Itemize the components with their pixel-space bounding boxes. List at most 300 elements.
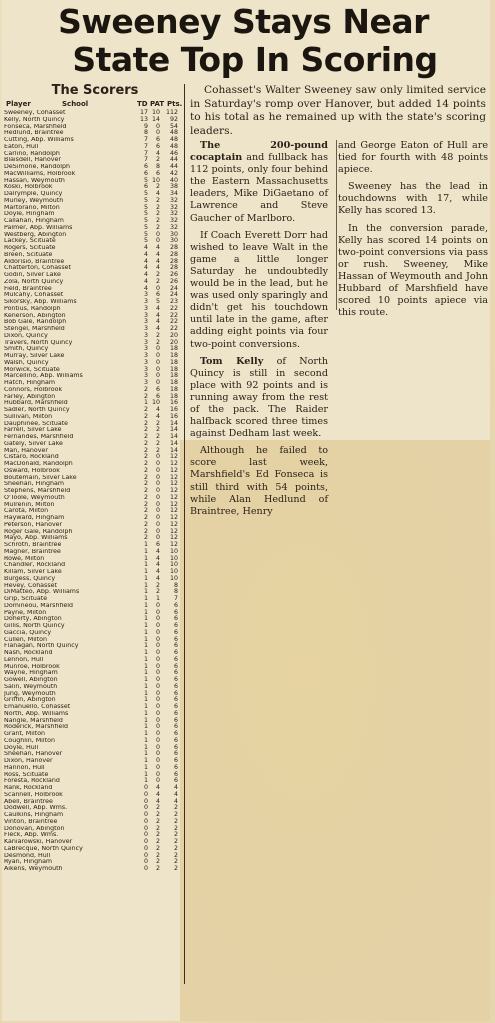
td-cell: 1 [143, 669, 148, 677]
player-name: Hatch, Hingham [4, 380, 55, 386]
pat-cell: 4 [155, 264, 160, 272]
pts-cell: 6 [173, 662, 178, 670]
td-cell: 1 [143, 655, 148, 663]
player-name: DiMatteo, Abp. Williams [4, 589, 80, 596]
pat-cell: 4 [155, 790, 160, 798]
paragraph-text: Although he failed to score last week, Marshfield's Ed Fonseca is still third with 54 points, while Alan Hedlund of Braintree, Henry [190, 445, 328, 517]
pts-cell: 6 [173, 763, 178, 771]
pts-cell: 16 [169, 406, 178, 413]
player-name: Boutemain, Silver Lake [4, 474, 77, 481]
pts-cell: 12 [169, 500, 178, 508]
td-cell: 1 [143, 676, 148, 683]
pts-cell: 30 [169, 230, 178, 238]
pat-cell: 0 [155, 730, 160, 737]
pts-cell: 2 [173, 817, 178, 825]
td-cell: 3 [143, 372, 148, 380]
td-cell: 0 [143, 824, 148, 832]
pts-cell: 12 [169, 507, 178, 515]
pts-cell: 4 [173, 784, 178, 791]
pat-cell: 4 [155, 554, 160, 562]
pts-cell: 2 [173, 844, 178, 852]
column-td: TD [137, 100, 148, 108]
pts-cell: 32 [169, 203, 178, 211]
pat-cell: 2 [155, 203, 160, 211]
player-name: Rowe, Milton [4, 555, 45, 562]
td-cell: 3 [143, 291, 148, 299]
td-cell: 1 [143, 574, 148, 582]
player-name: Wayne, Hingham [4, 670, 58, 677]
player-name: Sheehan, Hanover [4, 751, 63, 758]
td-cell: 2 [143, 473, 148, 481]
player-name: Hayward, Hingham [4, 515, 65, 521]
pat-cell: 4 [155, 304, 160, 312]
pat-cell: 8 [155, 163, 160, 170]
article-paragraph: and George Eaton of Hull are tied for fourth with 48 points apiece. [338, 140, 488, 176]
pts-cell: 28 [169, 250, 178, 258]
article-paragraph [190, 445, 328, 518]
pts-cell: 34 [169, 190, 178, 197]
pat-cell: 2 [155, 277, 160, 285]
pts-cell: 6 [173, 723, 178, 731]
pts-cell: 44 [169, 163, 178, 170]
player-name: Breen, Scituate [4, 251, 53, 258]
pts-cell: 32 [169, 223, 178, 231]
td-cell: 3 [143, 325, 148, 332]
pat-cell: 6 [155, 392, 160, 400]
pts-cell: 48 [169, 142, 178, 150]
player-name: Hubbard, Marshfield [4, 400, 68, 407]
pts-cell: 6 [173, 689, 178, 697]
pat-cell: 0 [155, 466, 160, 474]
player-name: Aldorisio, Braintree [4, 258, 65, 265]
pts-cell: 12 [169, 480, 178, 488]
pat-cell: 4 [155, 250, 160, 258]
td-cell: 2 [143, 433, 148, 440]
pts-cell: 42 [169, 169, 178, 177]
player-name: Murley, Weymouth [4, 197, 64, 204]
player-name: Blaisdell, Hanover [4, 157, 61, 164]
pat-cell: 2 [155, 338, 160, 346]
pts-cell: 46 [169, 149, 178, 157]
pat-cell: 2 [155, 210, 160, 218]
player-name: Donovan, Abington [4, 825, 65, 832]
td-cell: 1 [143, 763, 148, 771]
pts-cell: 12 [169, 520, 178, 528]
pts-cell: 44 [169, 156, 178, 164]
td-cell: 4 [143, 284, 148, 292]
pat-cell: 0 [155, 716, 160, 724]
pts-cell: 6 [173, 682, 178, 690]
td-cell: 5 [143, 217, 148, 224]
pat-cell: 0 [155, 460, 160, 467]
td-cell: 1 [143, 750, 148, 758]
pts-cell: 32 [169, 196, 178, 204]
pat-cell: 0 [155, 122, 160, 130]
pts-cell: 12 [169, 534, 178, 542]
pts-cell: 6 [173, 635, 178, 643]
pat-cell: 6 [155, 169, 160, 177]
td-cell: 6 [143, 163, 148, 170]
pts-cell: 6 [173, 696, 178, 704]
pts-cell: 26 [169, 277, 178, 285]
td-cell: 2 [143, 500, 148, 508]
td-cell: 2 [143, 419, 148, 427]
player-name: Smith, Quincy [4, 346, 49, 353]
pts-cell: 6 [173, 669, 178, 677]
pts-cell: 22 [169, 318, 178, 326]
td-cell: 2 [143, 439, 148, 447]
td-cell: 3 [143, 338, 148, 346]
pts-cell: 12 [169, 487, 178, 494]
td-cell: 3 [143, 304, 148, 312]
player-name: Desmond, Hull [4, 852, 51, 859]
pts-cell: 92 [169, 115, 178, 123]
pat-cell: 2 [155, 581, 160, 589]
td-cell: 2 [143, 534, 148, 542]
pat-cell: 4 [155, 547, 160, 555]
player-name: Godin, Silver Lake [4, 272, 61, 278]
pat-cell: 0 [155, 534, 160, 542]
pat-cell: 0 [155, 655, 160, 663]
td-cell: 0 [143, 851, 148, 859]
td-cell: 5 [143, 210, 148, 218]
player-name: Roderick, Marshfield [4, 724, 69, 731]
player-name: Domineou, Marshfield [4, 602, 74, 609]
td-cell: 13 [139, 115, 148, 123]
td-cell: 1 [143, 642, 148, 650]
td-cell: 1 [143, 595, 148, 602]
player-name: Farrell, Silver Lake [4, 427, 62, 434]
td-cell: 2 [143, 520, 148, 528]
pat-cell: 0 [155, 723, 160, 731]
pts-cell: 2 [173, 858, 178, 866]
player-name: Dauphinee, Scituate [4, 420, 69, 427]
player-name: Man, Hanover [4, 447, 48, 454]
pts-cell: 18 [169, 372, 178, 380]
pat-cell: 0 [155, 635, 160, 643]
td-cell: 0 [143, 784, 148, 791]
td-cell: 17 [139, 109, 148, 116]
pts-cell: 38 [169, 183, 178, 191]
player-name: Carota, Milton [4, 508, 49, 515]
td-cell: 2 [143, 460, 148, 467]
player-name: Emanuello, Cohasset [4, 704, 71, 710]
pts-cell: 2 [173, 851, 178, 859]
article-paragraph [190, 356, 328, 441]
pat-cell: 0 [155, 763, 160, 771]
pts-cell: 6 [173, 770, 178, 778]
pat-cell: 0 [155, 628, 160, 636]
player-name: Kaniarowski, Hanover [4, 839, 73, 845]
pts-cell: 6 [173, 649, 178, 656]
pat-cell: 0 [155, 689, 160, 697]
player-name: Stengel, Marshfield [4, 326, 65, 332]
pat-cell: 0 [155, 682, 160, 690]
player-name: MacWilliams, Holbrook [4, 170, 76, 177]
player-name: Killam, Silver Lake [4, 569, 62, 575]
pts-cell: 6 [173, 777, 178, 785]
td-cell: 1 [143, 608, 148, 616]
td-cell: 1 [143, 662, 148, 670]
paragraph-text: and fullback has 112 points, only four behind the Eastern Massachusetts leaders, Mike DiGaetano of Lawrence and Steve Gaucher of Marlboro. [190, 152, 328, 224]
td-cell: 5 [143, 203, 148, 211]
td-cell: 0 [143, 797, 148, 805]
player-name: Chatterton, Cohasset [4, 265, 71, 272]
pts-cell: 12 [169, 453, 178, 461]
pat-cell: 4 [155, 797, 160, 805]
player-name: Doherty, Abington [4, 616, 62, 623]
td-cell: 1 [143, 615, 148, 623]
player-name: Sullivan, Milton [4, 413, 53, 420]
pts-cell: 24 [169, 291, 178, 299]
player-name: Burgess, Quincy [4, 575, 56, 582]
player-name: Travers, North Quincy [4, 339, 73, 346]
pat-cell: 0 [155, 487, 160, 494]
pat-cell: 0 [155, 500, 160, 508]
td-cell: 5 [143, 190, 148, 197]
td-cell: 0 [143, 844, 148, 852]
pat-cell: 6 [155, 142, 160, 150]
pat-cell: 0 [155, 453, 160, 461]
pat-cell: 14 [151, 115, 160, 123]
pat-cell: 2 [155, 865, 160, 872]
pat-cell: 2 [155, 588, 160, 596]
headline-line-2: State Top In Scoring [72, 40, 438, 79]
pat-cell: 2 [155, 851, 160, 859]
pat-cell: 0 [155, 736, 160, 744]
td-cell: 6 [143, 169, 148, 177]
pts-cell: 32 [169, 210, 178, 218]
pat-cell: 0 [155, 372, 160, 380]
player-name: Rogers, Scituate [4, 245, 56, 251]
td-cell: 2 [143, 453, 148, 461]
article-lead: Cohasset's Walter Sweeney saw only limited service in Saturday's romp over Hanover, but added 14 points to his total as he remained up with the state's scoring leaders. [190, 84, 486, 137]
pts-cell: 10 [169, 547, 178, 555]
player-name: Connors, Holbrook [4, 386, 63, 393]
article-paragraph: In the conversion parade, Kelly has scored 14 points on two-point conversions via pass or rush. Sweeney, Mike Hassan of Weymouth and John Hubbard of Marshfield have scored 10 points apiece via this route. [338, 222, 488, 319]
td-cell: 1 [143, 682, 148, 690]
pts-cell: 18 [169, 365, 178, 373]
article-column-2 [338, 140, 488, 324]
td-cell: 3 [143, 311, 148, 319]
td-cell: 1 [143, 568, 148, 575]
player-name: Dodwell, Abp. Wms. [4, 805, 68, 812]
td-cell: 2 [143, 446, 148, 454]
pts-cell: 6 [173, 608, 178, 616]
player-name: Pontius, Randolph [4, 305, 61, 312]
player-name: Coughlin, Milton [4, 737, 55, 744]
pts-cell: 28 [169, 257, 178, 265]
td-cell: 9 [143, 122, 148, 130]
td-cell: 3 [143, 352, 148, 359]
td-cell: 5 [143, 230, 148, 238]
pat-cell: 6 [155, 541, 160, 548]
td-cell: 0 [143, 865, 148, 872]
td-cell: 0 [143, 790, 148, 798]
column-pat: PAT [150, 100, 165, 108]
td-cell: 3 [143, 318, 148, 326]
pat-cell: 0 [155, 230, 160, 238]
pat-cell: 0 [155, 365, 160, 373]
player-name: Magner, Braintree [4, 548, 61, 555]
td-cell: 1 [143, 547, 148, 555]
td-cell: 2 [143, 527, 148, 535]
td-cell: 2 [143, 514, 148, 521]
player-name: Sweeney, Cohasset [4, 110, 66, 116]
player-name: Munroe, Holbrook [4, 663, 60, 670]
pat-cell: 4 [155, 190, 160, 197]
player-name: Scannell, Holbrook [4, 791, 63, 798]
td-cell: 1 [143, 730, 148, 737]
pts-cell: 6 [173, 716, 178, 724]
td-cell: 1 [143, 743, 148, 751]
paragraph-text: If Coach Everett Dorr had wished to leave Walt in the game a little longer Saturday he undoubtedly would be in the lead, but he was used only sparingly and didn't get his touchdown until late in the game, after adding eight points via four two-point conversions. [190, 229, 328, 350]
td-cell: 5 [143, 196, 148, 204]
pat-cell: 2 [155, 824, 160, 832]
td-cell: 3 [143, 345, 148, 353]
pat-cell: 2 [155, 419, 160, 427]
pts-cell: 2 [173, 804, 178, 812]
pts-cell: 18 [169, 352, 178, 359]
player-name: DeSimone, Randolph [4, 164, 70, 170]
player-name: Gaccia, Quincy [4, 629, 52, 636]
pat-cell: 2 [155, 831, 160, 839]
pat-cell: 0 [155, 622, 160, 629]
pat-cell: 4 [155, 244, 160, 251]
td-cell: 2 [143, 385, 148, 393]
player-name: Dixon, Quincy [4, 332, 48, 339]
td-cell: 0 [143, 817, 148, 825]
player-name: Cullen, Milton [4, 636, 47, 643]
pat-cell: 4 [155, 574, 160, 582]
pat-cell: 4 [155, 406, 160, 413]
player-name: Doyle, Hull [4, 744, 39, 751]
td-cell: 1 [143, 757, 148, 764]
player-name: Koski, Holbrook [4, 184, 53, 191]
pat-cell: 0 [155, 750, 160, 758]
pat-cell: 0 [155, 601, 160, 609]
td-cell: 2 [143, 480, 148, 488]
player-name: Osward, Holbrook [4, 467, 60, 474]
td-cell: 4 [143, 244, 148, 251]
pts-cell: 48 [169, 136, 178, 143]
td-cell: 1 [143, 581, 148, 589]
player-name: Flanagan, North Quincy [4, 643, 79, 650]
player-name: Gately, Silver Lake [4, 440, 63, 447]
td-cell: 6 [143, 183, 148, 191]
player-name: Jung, Weymouth [4, 690, 56, 697]
player-name: Morwick, Scituate [4, 366, 60, 373]
pat-cell: 5 [155, 298, 160, 305]
td-cell: 0 [143, 804, 148, 812]
pts-cell: 12 [169, 541, 178, 548]
pts-cell: 14 [169, 446, 178, 454]
player-name: Griffin, Abington [4, 697, 56, 704]
td-cell: 1 [143, 709, 148, 717]
td-cell: 1 [143, 628, 148, 636]
column-pts: Pts. [167, 100, 183, 108]
pat-cell: 0 [155, 493, 160, 501]
td-cell: 1 [143, 541, 148, 548]
pts-cell: 6 [173, 676, 178, 683]
article-column-1 [190, 140, 328, 523]
pat-cell: 2 [155, 183, 160, 191]
pts-cell: 112 [165, 109, 178, 116]
player-name: Fleck, Abp. Wms. [4, 832, 59, 839]
td-cell: 4 [143, 250, 148, 258]
td-cell: 1 [143, 622, 148, 629]
player-name: Walsh, Quincy [4, 359, 49, 366]
player-name: Sheehan, Hingham [4, 481, 65, 488]
td-cell: 7 [143, 149, 148, 157]
player-name: Martorano, Milton [4, 204, 60, 211]
pat-cell: 2 [155, 838, 160, 845]
td-cell: 1 [143, 716, 148, 724]
pts-cell: 4 [173, 790, 178, 798]
td-cell: 1 [143, 649, 148, 656]
pts-cell: 6 [173, 750, 178, 758]
pat-cell: 0 [155, 649, 160, 656]
pat-cell: 0 [155, 770, 160, 778]
player-name: Carlino, Randolph [4, 150, 60, 157]
scorers-table [4, 110, 184, 873]
td-cell: 4 [143, 257, 148, 265]
player-name: Chandler, Rockland [4, 562, 66, 569]
pts-cell: 6 [173, 730, 178, 737]
td-cell: 1 [143, 588, 148, 596]
td-cell: 3 [143, 365, 148, 373]
pts-cell: 18 [169, 392, 178, 400]
pat-cell: 2 [155, 433, 160, 440]
pts-cell: 18 [169, 358, 178, 366]
pat-cell: 0 [155, 237, 160, 245]
pat-cell: 0 [155, 777, 160, 785]
player-name: Murray, Silver Lake [4, 353, 65, 359]
player-name: Foresta, Rockland [4, 778, 60, 785]
pat-cell: 0 [155, 507, 160, 515]
pts-cell: 6 [173, 703, 178, 710]
td-cell: 2 [143, 507, 148, 515]
pts-cell: 2 [173, 811, 178, 818]
td-cell: 1 [143, 723, 148, 731]
player-name: Callahan, Hingham [4, 218, 64, 224]
pat-cell: 0 [155, 358, 160, 366]
player-name: Cistaro, Rockland [4, 454, 59, 461]
pat-cell: 2 [155, 811, 160, 818]
pts-cell: 22 [169, 304, 178, 312]
pat-cell: 10 [151, 109, 160, 116]
pat-cell: 2 [155, 271, 160, 278]
td-cell: 1 [143, 561, 148, 569]
column-divider [184, 84, 185, 984]
player-name: O'Toole, Weymouth [4, 494, 65, 501]
paragraph-text: of North Quincy is still in second place with 92 points and is running away from the rest of the pack. The Raider halfback scored three times against Dedham last week. [190, 355, 328, 440]
td-cell: 1 [143, 777, 148, 785]
pts-cell: 6 [173, 655, 178, 663]
td-cell: 7 [143, 156, 148, 164]
player-name: Mulcahy, Cohasset [4, 292, 64, 299]
player-name: Eaton, Hull [4, 143, 39, 150]
article-paragraph [190, 140, 328, 225]
pts-cell: 12 [169, 493, 178, 501]
td-cell: 2 [143, 406, 148, 413]
pts-cell: 6 [173, 615, 178, 623]
pts-cell: 16 [169, 399, 178, 407]
td-cell: 0 [143, 831, 148, 839]
pat-cell: 0 [155, 527, 160, 535]
pts-cell: 18 [169, 379, 178, 386]
pat-cell: 10 [151, 399, 160, 407]
